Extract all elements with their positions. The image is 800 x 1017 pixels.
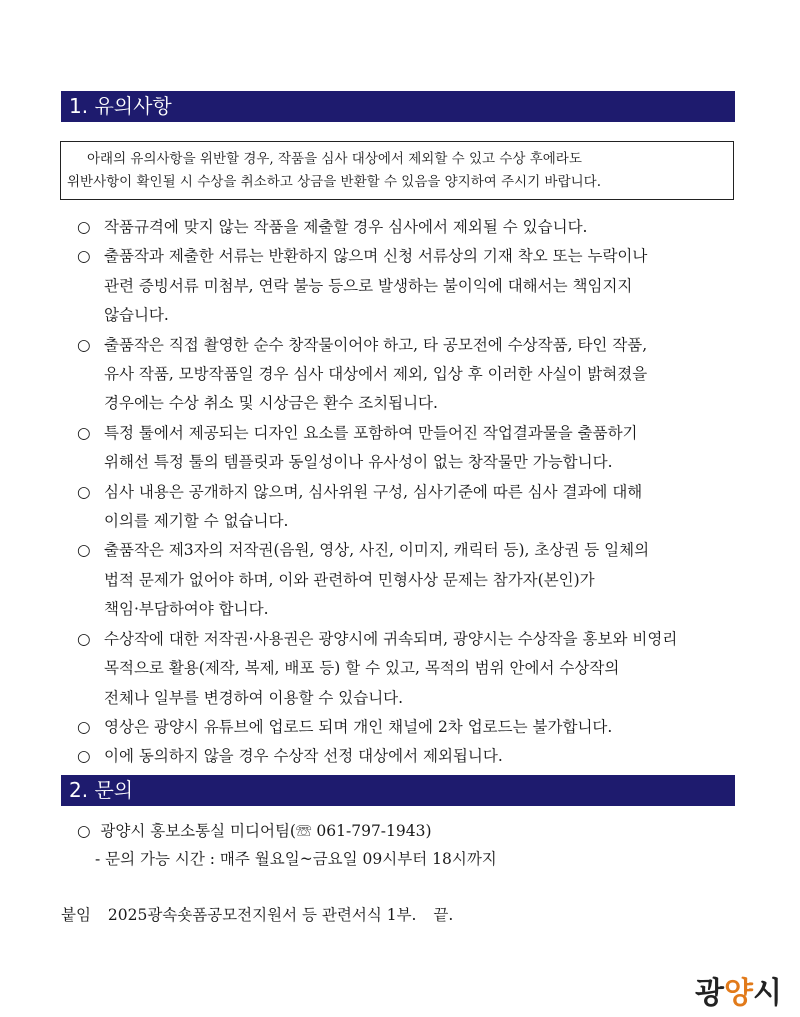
list-item-line: 출품작은 직접 촬영한 순수 창작물이어야 하고, 타 공모전에 수상작품, 타인 작품, <box>104 335 648 354</box>
list-item-line: 수상작에 대한 저작권·사용권은 광양시에 귀속되며, 광양시는 수상작을 홍보와 비영리 <box>104 629 678 648</box>
notice-line-2: 위반사항이 확인될 시 수상을 취소하고 상금을 반환할 수 있음을 양지하여 주시기 바랍니다. <box>67 174 602 190</box>
logo-char-2: 양 <box>724 976 754 1011</box>
gwangyang-logo <box>695 968 782 1012</box>
list-bullet: ○ <box>77 423 91 442</box>
list-item <box>77 419 767 478</box>
list-bullet: ○ <box>77 747 91 766</box>
list-item-line: 관련 증빙서류 미첨부, 연락 불능 등으로 발생하는 불이익에 대해서는 책임지지 <box>104 276 633 295</box>
list-item-line: 전체나 일부를 변경하여 이용할 수 있습니다. <box>104 688 404 707</box>
logo-char-1: 광 <box>695 976 725 1011</box>
list-item-line: 책임·부담하여야 합니다. <box>104 600 269 619</box>
list-item-line: 영상은 광양시 유튜브에 업로드 되며 개인 채널에 2차 업로드는 불가합니다. <box>104 717 613 736</box>
list-item-line: 작품규격에 맞지 않는 작품을 제출할 경우 심사에서 제외될 수 있습니다. <box>104 218 588 236</box>
list-item-line: 경우에는 수상 취소 및 시상금은 환수 조치됩니다. <box>104 394 438 413</box>
list-item-line: 심사 내용은 공개하지 않으며, 심사위원 구성, 심사기준에 따른 심사 결과에 대해 <box>104 482 643 501</box>
list-bullet: ○ <box>77 822 91 840</box>
list-item <box>77 713 767 742</box>
list-item <box>77 742 767 771</box>
notes-list <box>77 213 767 772</box>
logo-char-3: 시 <box>753 976 782 1011</box>
section-heading-inquiry: 2. 문의 <box>61 775 735 806</box>
attachment-text: 2025광속숏폼공모전지원서 등 관련서식 1부. <box>107 906 417 924</box>
list-item-line: 특정 툴에서 제공되는 디자인 요소를 포함하여 만들어진 작업결과물을 출품하기 <box>104 423 638 442</box>
list-item <box>77 242 767 330</box>
list-bullet: ○ <box>77 482 91 501</box>
list-bullet: ○ <box>77 247 91 266</box>
list-item-line: 법적 문제가 없어야 하며, 이와 관련하여 민형사상 문제는 참가자(본인)가 <box>104 570 595 589</box>
notice-box <box>60 141 734 200</box>
contact-block <box>77 817 767 873</box>
attachment-label: 붙임 <box>61 906 91 924</box>
list-item-line: 출품작은 제3자의 저작권(음원, 영상, 사진, 이미지, 캐릭터 등), 초상권 등 일체의 <box>104 541 650 560</box>
list-item-line: 목적으로 활용(제작, 복제, 배포 등) 할 수 있고, 목적의 범위 안에서 수상작의 <box>104 659 620 678</box>
list-item-line: 위해선 특정 툴의 템플릿과 동일성이나 유사성이 없는 창작물만 가능합니다. <box>104 453 613 472</box>
list-bullet: ○ <box>77 541 91 560</box>
list-item-line: 이의를 제기할 수 없습니다. <box>104 512 289 531</box>
section-heading-notes: 1. 유의사항 <box>61 91 735 122</box>
list-bullet: ○ <box>77 218 91 236</box>
list-item <box>77 331 767 419</box>
contact-line <box>77 817 767 845</box>
attachment-line <box>61 903 465 925</box>
list-item-line: 않습니다. <box>104 306 169 325</box>
contact-hours: - 문의 가능 시간 : 매주 월요일~금요일 09시부터 18시까지 <box>95 850 497 868</box>
list-item <box>77 213 767 242</box>
list-bullet: ○ <box>77 335 91 354</box>
list-item-line: 이에 동의하지 않을 경우 수상작 선정 대상에서 제외됩니다. <box>104 747 503 766</box>
list-item <box>77 478 767 537</box>
list-bullet: ○ <box>77 629 91 648</box>
contact-text: 광양시 홍보소통실 미디어팀(☏ 061-797-1943) <box>100 822 432 840</box>
list-item <box>77 625 767 713</box>
list-item-line: 출품작과 제출한 서류는 반환하지 않으며 신청 서류상의 기재 착오 또는 누락이나 <box>104 247 648 266</box>
attachment-end: 끝. <box>433 906 454 924</box>
list-bullet: ○ <box>77 717 91 736</box>
list-item <box>77 536 767 624</box>
notice-line-1: 아래의 유의사항을 위반할 경우, 작품을 심사 대상에서 제외할 수 있고 수상 후에라도 <box>87 151 582 167</box>
list-item-line: 유사 작품, 모방작품일 경우 심사 대상에서 제외, 입상 후 이러한 사실이 밝혀졌을 <box>104 365 648 384</box>
